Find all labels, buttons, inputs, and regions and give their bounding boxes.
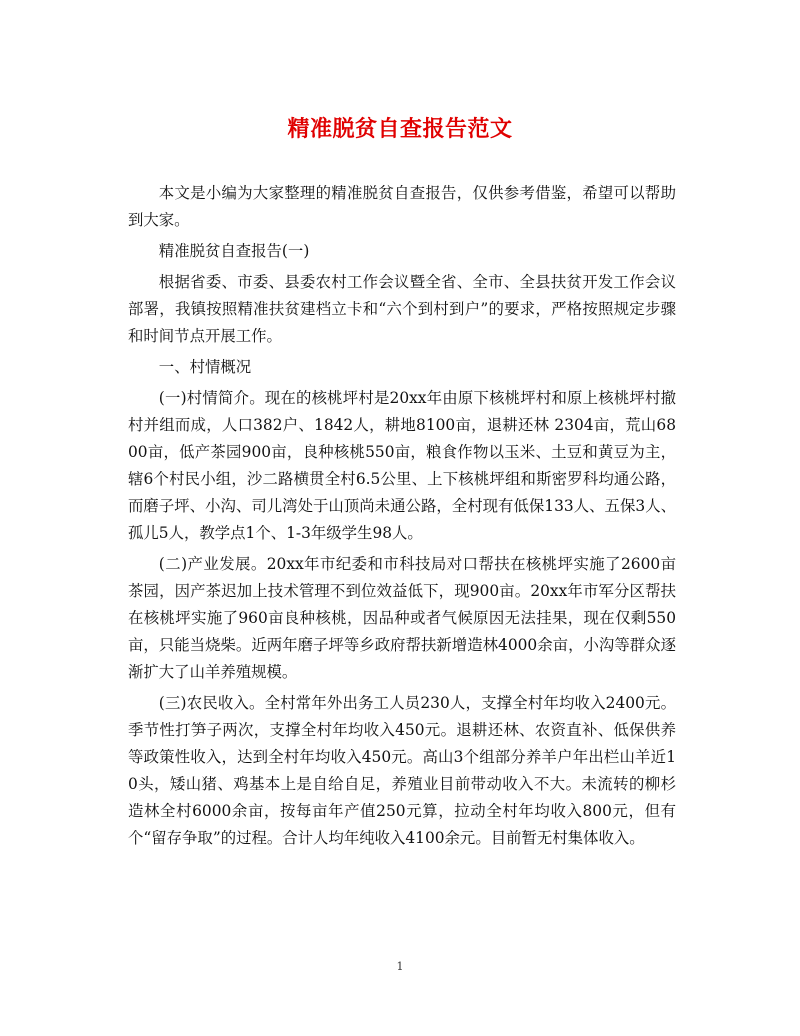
page-number: 1	[396, 960, 404, 973]
paragraph-village-intro: (一)村情简介。现在的核桃坪村是20xx年由原下核桃坪村和原上核桃坪村撤村并组而成，人口382户、1842人，耕地8100亩，退耕还林 2304亩，荒山6800亩，低产茶园900亩，良种核桃550亩，粮食作物以玉米、土豆和黄豆为主，辖6个村民小组，沙二路横贯全村6.5公里、上下核桃坪组和斯密罗科均通公路，而磨子坪、小沟、司儿湾处于山顶尚未通公路，全村现有低保133人、五保3人、孤儿5人，教学点1个、1-3年级学生98人。	[128, 389, 676, 542]
paragraph-deployment: 根据省委、市委、县委农村工作会议暨全省、全市、全县扶贫开发工作会议部署，我镇按照精准扶贫建档立卡和“六个到村到户”的要求，严格按照规定步骤和时间节点开展工作。	[128, 273, 676, 345]
paragraph-intro: 本文是小编为大家整理的精准脱贫自查报告，仅供参考借鉴，希望可以帮助到大家。	[128, 184, 676, 229]
paragraph-report-heading: 精准脱贫自查报告(一)	[158, 242, 310, 260]
document-body	[128, 180, 676, 856]
paragraph-farmer-income: (三)农民收入。全村常年外出务工人员230人，支撑全村年均收入2400元。季节性打笋子两次，支撑全村年均收入450元。退耕还林、农资直补、低保供养等政策性收入，达到全村年均收入450元。高山3个组部分养羊户年出栏山羊近10头，矮山猪、鸡基本上是自给自足，养殖业目前带动收入不大。未流转的柳杉造林全村6000余亩，按每亩年产值250元算，拉动全村年均收入800元，但有个“留存争取”的过程。合计人均年纯收入4100余元。目前暂无村集体收入。	[128, 694, 676, 847]
paragraph-industry-development: (二)产业发展。20xx年市纪委和市科技局对口帮扶在核桃坪实施了2600亩茶园，因产茶迟加上技术管理不到位效益低下，现900亩。20xx年市军分区帮扶在核桃坪实施了960亩良种核桃，因品种或者气候原因无法挂果，现在仅剩550亩，只能当烧柴。近两年磨子坪等乡政府帮扶新增造林4000余亩，小沟等群众逐渐扩大了山羊养殖规模。	[128, 555, 676, 681]
section-heading-village-overview: 一、村情概况	[158, 358, 252, 376]
document-title: 精准脱贫自查报告范文	[287, 116, 513, 142]
